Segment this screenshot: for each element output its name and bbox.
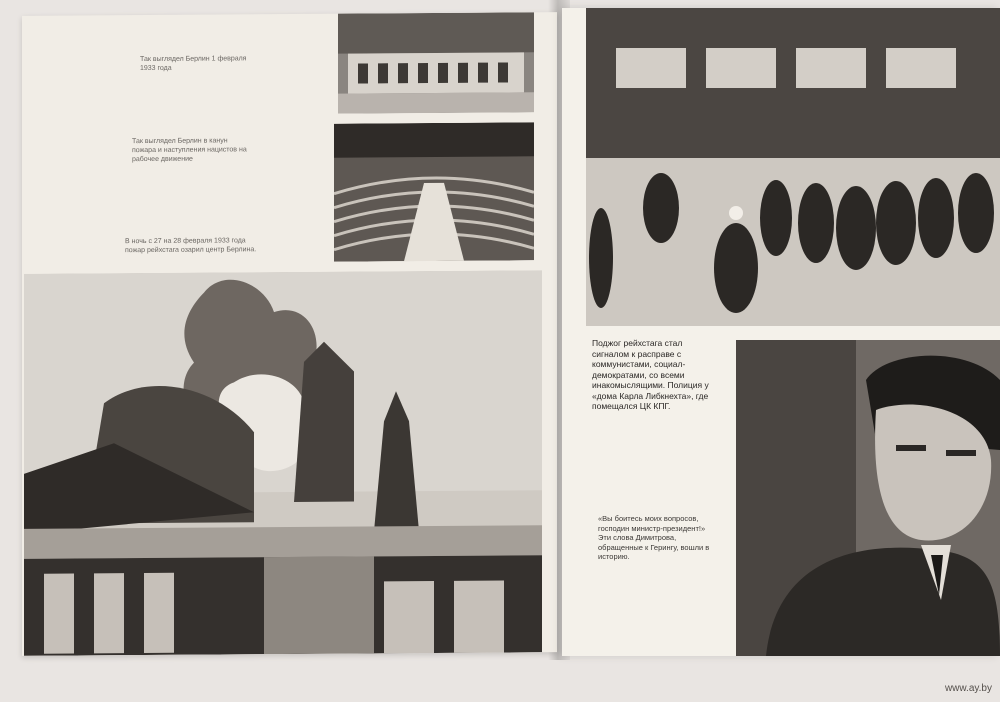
watermark: www.ay.by bbox=[944, 683, 992, 694]
photo-police-street bbox=[586, 8, 1000, 326]
left-page bbox=[22, 12, 557, 656]
caption-reichstag-arson: Поджог рейхстага стал сигналом к расправе с коммунистами, социал-демократами, со всеми инакомыслящими. Полиция у «дома Карла Либкнехта», где помещался ЦК КПГ. bbox=[592, 338, 709, 411]
photo-parliament-hall bbox=[334, 122, 534, 261]
caption-middle: Так выглядел Берлин в канун пожара и наступления нацистов на рабочее движение bbox=[132, 137, 247, 164]
photo-reichstag-fire bbox=[24, 270, 542, 656]
photo-dimitrov-portrait bbox=[736, 340, 1000, 656]
photo-building bbox=[338, 12, 534, 113]
right-page bbox=[562, 8, 1000, 656]
caption-top: Так выглядел Берлин 1 февраля 1933 года bbox=[140, 55, 247, 73]
caption-bottom: В ночь с 27 на 28 февраля 1933 года пожар рейхстага озарил центр Берлина. bbox=[125, 237, 257, 255]
caption-dimitrov-quote: «Вы боитесь моих вопросов, господин министр-президент!» Эти слова Димитрова, обращенные к Герингу, вошли в историю. bbox=[598, 514, 710, 561]
